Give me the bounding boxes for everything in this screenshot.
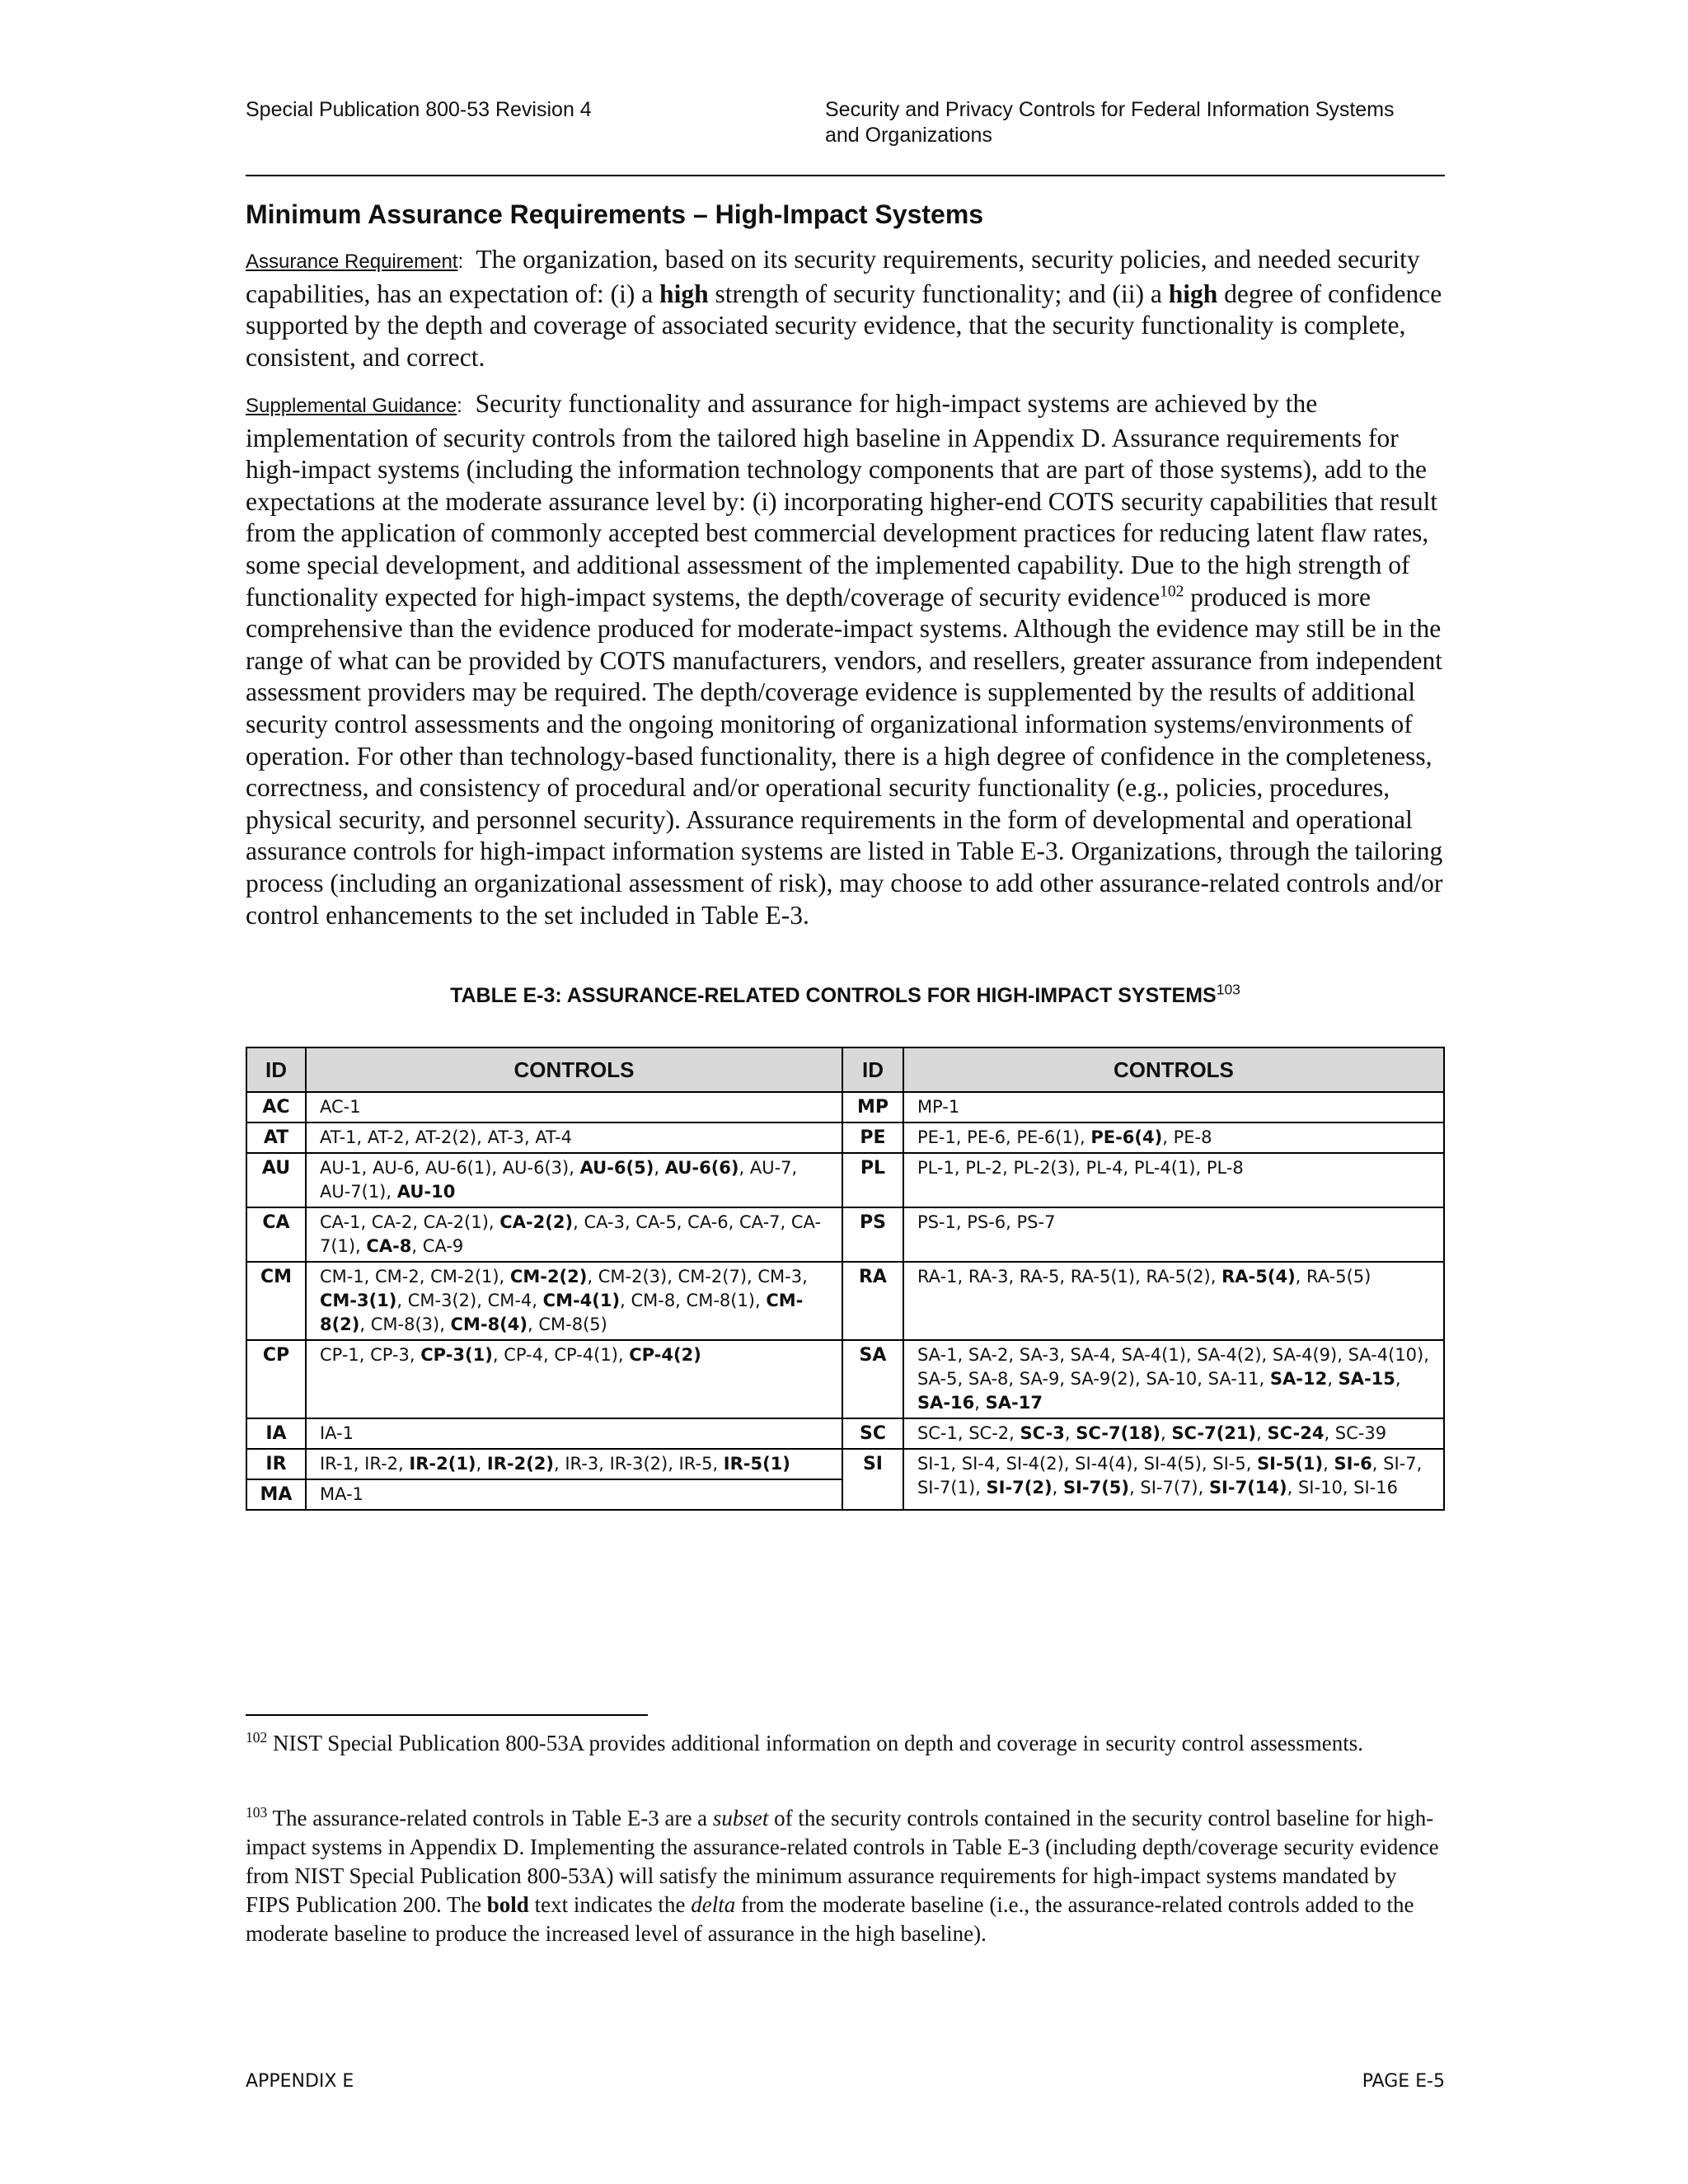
table-row [246, 1092, 1444, 1122]
header-publication: Special Publication 800-53 Revision 4 [246, 98, 592, 121]
control-added-high: SI-7(14) [1208, 1478, 1287, 1497]
assurance-text: degree of confidence supported by the depth and coverage of associated security evidence, that the security functionality is complete, consistent, and correct. [246, 279, 1442, 372]
control-family-id: SI [842, 1449, 903, 1510]
footnote-rule [246, 1714, 648, 1716]
controls-list [306, 1418, 842, 1449]
footnote-bold-word: bold [486, 1892, 529, 1917]
control-text: MP-1 [917, 1097, 960, 1117]
control-text: , [1395, 1369, 1401, 1389]
column-header-controls: CONTROLS [903, 1047, 1444, 1092]
supplemental-text: produced is more comprehensive than the evidence produced for moderate-impact systems. Although the evidence may still be in the range of what can be provided by COTS manufacturers, vendors, and resellers, greater assurance from independent assessment providers may be required. The depth/coverage evidence is supplemented by the results of additional security control assessments and the ongoing monitoring of organizational information systems/environments of operation. For other than technology-based functionality, there is a high degree of confidence in the completeness, correctness, and consistency of procedural and/or operational security functionality (e.g., policies, procedures, physical security, and personnel security). Assurance requirements in the form of developmental and operational assurance controls for high-impact information systems are listed in Table E-3. Organizations, through the tailoring process (including an organizational assessment of risk), may choose to add other assurance-related controls and/or control enhancements to the set included in Table E-3. [246, 582, 1443, 930]
footnote-number: 102 [246, 1729, 268, 1746]
control-family-id: SC [842, 1418, 903, 1449]
control-added-high: CM-8(4) [450, 1315, 528, 1334]
controls-list [903, 1340, 1444, 1418]
control-family-id: MP [842, 1092, 903, 1122]
column-header-id: ID [842, 1047, 903, 1092]
control-text: , CM-2(3), CM-2(7), CM-3, [587, 1267, 808, 1286]
table-row [246, 1262, 1444, 1340]
controls-list [306, 1340, 842, 1418]
table-row [246, 1340, 1444, 1418]
control-family-id: CP [246, 1340, 306, 1418]
control-family-id: CM [246, 1262, 306, 1340]
footer-page-number: PAGE E-5 [1362, 2071, 1445, 2092]
label-colon: : [457, 395, 462, 417]
assurance-requirement-paragraph [246, 244, 1445, 373]
control-added-high: SC-3 [1020, 1423, 1065, 1443]
control-text: , [1052, 1478, 1063, 1497]
control-added-high: SA-17 [985, 1393, 1043, 1413]
control-text: CP-1, CP-3, [319, 1345, 421, 1365]
control-added-high: SI-7(2) [986, 1478, 1053, 1497]
control-family-id: PE [842, 1122, 903, 1153]
control-family-id: PS [842, 1207, 903, 1262]
control-text: , CM-8(5) [528, 1315, 607, 1334]
footnote-text: from the moderate baseline (i.e., the assurance-related controls added to the moderate baseline to produce the increased level of assurance in the high baseline). [246, 1892, 1414, 1946]
controls-list [306, 1092, 842, 1122]
controls-list [306, 1449, 842, 1479]
control-text: IA-1 [319, 1423, 354, 1443]
table-header-row [246, 1047, 1444, 1092]
control-text: CM-1, CM-2, CM-2(1), [319, 1267, 510, 1286]
control-text: , SI-7, SI-7(1), [917, 1454, 1423, 1497]
header-rule [246, 175, 1445, 176]
control-added-high: SI-7(5) [1062, 1478, 1130, 1497]
control-added-high: SC-7(21) [1171, 1423, 1257, 1443]
control-added-high: PE-6(4) [1090, 1127, 1163, 1147]
footnote-text: NIST Special Publication 800-53A provides additional information on depth and coverage in security control assessments. [267, 1731, 1364, 1755]
control-text: , [1064, 1423, 1076, 1443]
control-text: , PE-8 [1162, 1127, 1212, 1147]
label-colon: : [457, 251, 464, 273]
controls-list [903, 1262, 1444, 1340]
header-title-line1: Security and Privacy Controls for Federal Information Systems [825, 98, 1395, 121]
control-text: , SI-10, SI-16 [1287, 1478, 1398, 1497]
control-text: , CP-4, CP-4(1), [492, 1345, 630, 1365]
control-text: , [1256, 1423, 1268, 1443]
table-caption-text: TABLE E-3: ASSURANCE-RELATED CONTROLS FOR HIGH-IMPACT SYSTEMS [450, 984, 1217, 1007]
control-text: , CA-9 [411, 1236, 464, 1256]
control-text: PL-1, PL-2, PL-2(3), PL-4, PL-4(1), PL-8 [917, 1158, 1244, 1178]
control-text: , IR-3, IR-3(2), IR-5, [554, 1454, 724, 1474]
table-row [246, 1449, 1444, 1479]
control-family-id: IR [246, 1449, 306, 1479]
controls-list [306, 1207, 842, 1262]
control-text: MA-1 [319, 1484, 363, 1504]
controls-list [903, 1207, 1444, 1262]
column-header-controls: CONTROLS [306, 1047, 842, 1092]
footnote-text: text indicates the [528, 1892, 692, 1917]
supplemental-guidance-paragraph [246, 388, 1445, 931]
control-added-high: CM-2(2) [509, 1267, 588, 1286]
footer-appendix: APPENDIX E [246, 2071, 354, 2092]
control-added-high: AU-6(5) [579, 1158, 654, 1178]
document-page [246, 0, 1445, 2184]
control-family-id: AC [246, 1092, 306, 1122]
table-row [246, 1418, 1444, 1449]
control-text: AC-1 [319, 1097, 361, 1117]
control-text: , [1160, 1423, 1172, 1443]
control-added-high: IR-2(1) [409, 1454, 476, 1474]
control-text: IR-1, IR-2, [319, 1454, 410, 1474]
control-text: , SI-7(7), [1129, 1478, 1209, 1497]
control-text: AT-1, AT-2, AT-2(2), AT-3, AT-4 [319, 1127, 572, 1147]
supplemental-guidance-label: Supplemental Guidance [246, 395, 457, 417]
control-text: PS-1, PS-6, PS-7 [917, 1212, 1056, 1232]
control-family-id: IA [246, 1418, 306, 1449]
footnote-number: 103 [246, 1804, 268, 1821]
control-text: , [974, 1393, 986, 1413]
control-added-high: SA-16 [917, 1393, 975, 1413]
control-text: PE-1, PE-6, PE-6(1), [917, 1127, 1091, 1147]
controls-list [903, 1449, 1444, 1510]
control-text: , AU-7, AU-7(1), [319, 1158, 798, 1202]
assurance-text: The organization, based on its security requirements, security policies, and needed security capabilities, has an expectation of: (i) a [246, 245, 1420, 308]
table-row [246, 1153, 1444, 1207]
control-added-high: AU-10 [396, 1182, 456, 1202]
controls-list [306, 1122, 842, 1153]
control-text: CA-1, CA-2, CA-2(1), [319, 1212, 500, 1232]
control-added-high: IR-2(2) [486, 1454, 555, 1474]
control-text: , [476, 1454, 487, 1474]
column-header-id: ID [246, 1047, 306, 1092]
footnote-italic-delta: delta [691, 1892, 736, 1917]
table-row [246, 1122, 1444, 1153]
control-family-id: AU [246, 1153, 306, 1207]
control-text: , CM-8(3), [359, 1315, 451, 1334]
control-added-high: AU-6(6) [664, 1158, 739, 1178]
controls-list [903, 1418, 1444, 1449]
control-text: , CM-3(2), CM-4, [396, 1291, 543, 1310]
control-added-high: CM-4(1) [542, 1291, 621, 1310]
control-added-high: IR-5(1) [723, 1454, 790, 1474]
assurance-requirement-label: Assurance Requirement [246, 251, 458, 273]
controls-list [903, 1122, 1444, 1153]
control-added-high: CP-3(1) [420, 1345, 493, 1365]
header-title [825, 97, 1445, 148]
control-added-high: SI-5(1) [1257, 1454, 1324, 1474]
footnote-ref-102[interactable]: 102 [1160, 583, 1184, 601]
controls-list [306, 1262, 842, 1340]
control-family-id: AT [246, 1122, 306, 1153]
control-family-id: PL [842, 1153, 903, 1207]
control-text: SC-1, SC-2, [917, 1423, 1020, 1443]
footnote-ref-103[interactable]: 103 [1216, 981, 1240, 998]
control-text: , CA-3, CA-5, CA-6, CA-7, CA-7(1), [319, 1212, 822, 1256]
control-added-high: CM-3(1) [319, 1291, 397, 1310]
footnote-italic-subset: subset [712, 1806, 769, 1830]
control-family-id: CA [246, 1207, 306, 1262]
control-text: RA-1, RA-3, RA-5, RA-5(1), RA-5(2), [917, 1267, 1222, 1286]
control-added-high: CA-2(2) [499, 1212, 574, 1232]
control-text: , [1327, 1369, 1339, 1389]
table-row [246, 1207, 1444, 1262]
control-text: , CM-8, CM-8(1), [620, 1291, 767, 1310]
assurance-text: strength of security functionality; and (ii) a [708, 279, 1169, 308]
assurance-controls-table [246, 1047, 1445, 1511]
footnote-text: The assurance-related controls in Table E-3 are a [267, 1806, 713, 1830]
control-added-high: SC-7(18) [1076, 1423, 1160, 1443]
control-added-high: CM-8(2) [319, 1291, 804, 1334]
supplemental-text: Security functionality and assurance for high-impact systems are achieved by the implementation of security controls from the tailored high baseline in Appendix D. Assurance requirements for high-impact systems (including the information technology components that are part of those systems), add to the expectations at the moderate assurance level by: (i) incorporating higher-end COTS security capabilities that result from the application of commonly accepted best commercial development practices for reducing latent flaw rates, some special development, and additional assessment of the implemented capability. Due to the high strength of functionality expected for high-impact systems, the depth/coverage of security evidence [246, 389, 1438, 612]
control-added-high: SI-6 [1334, 1454, 1372, 1474]
assurance-bold-high: high [659, 279, 709, 308]
header-title-line2: and Organizations [825, 124, 992, 147]
footnote-text: of the security controls contained in the security control baseline for high-impact systems in Appendix D. Implementing the assurance-related controls in Table E-3 (including depth/coverage security evidence from NIST Special Publication 800-53A) will satisfy the minimum assurance requirements for high-impact systems mandated by FIPS Publication 200. The [246, 1806, 1439, 1917]
control-added-high: CA-8 [366, 1236, 412, 1256]
control-added-high: RA-5(4) [1221, 1267, 1296, 1286]
control-added-high: SC-24 [1267, 1423, 1325, 1443]
controls-list [903, 1092, 1444, 1122]
controls-list [306, 1153, 842, 1207]
control-text: AU-1, AU-6, AU-6(1), AU-6(3), [319, 1158, 580, 1178]
controls-list [306, 1479, 842, 1510]
section-title: Minimum Assurance Requirements – High-Impact Systems [246, 199, 984, 229]
control-family-id: SA [842, 1340, 903, 1418]
control-added-high: SA-15 [1338, 1369, 1395, 1389]
table-body [246, 1092, 1444, 1510]
control-family-id: RA [842, 1262, 903, 1340]
control-added-high: SA-12 [1269, 1369, 1328, 1389]
control-text: SI-1, SI-4, SI-4(2), SI-4(4), SI-4(5), SI-5, [917, 1454, 1258, 1474]
control-text: , SC-39 [1324, 1423, 1387, 1443]
assurance-bold-high: high [1168, 279, 1218, 308]
footnote-103 [246, 1804, 1445, 1948]
control-text: , RA-5(5) [1295, 1267, 1372, 1286]
controls-list [903, 1153, 1444, 1207]
table-caption [246, 981, 1445, 1008]
control-text: , [654, 1158, 665, 1178]
control-family-id: MA [246, 1479, 306, 1510]
footnote-102 [246, 1729, 1445, 1758]
control-added-high: CP-4(2) [629, 1345, 701, 1365]
control-text: SA-1, SA-2, SA-3, SA-4, SA-4(1), SA-4(2), SA-4(9), SA-4(10), SA-5, SA-8, SA-9, SA-9(2), SA-10, SA-11, [917, 1345, 1429, 1389]
control-text: , [1323, 1454, 1334, 1474]
